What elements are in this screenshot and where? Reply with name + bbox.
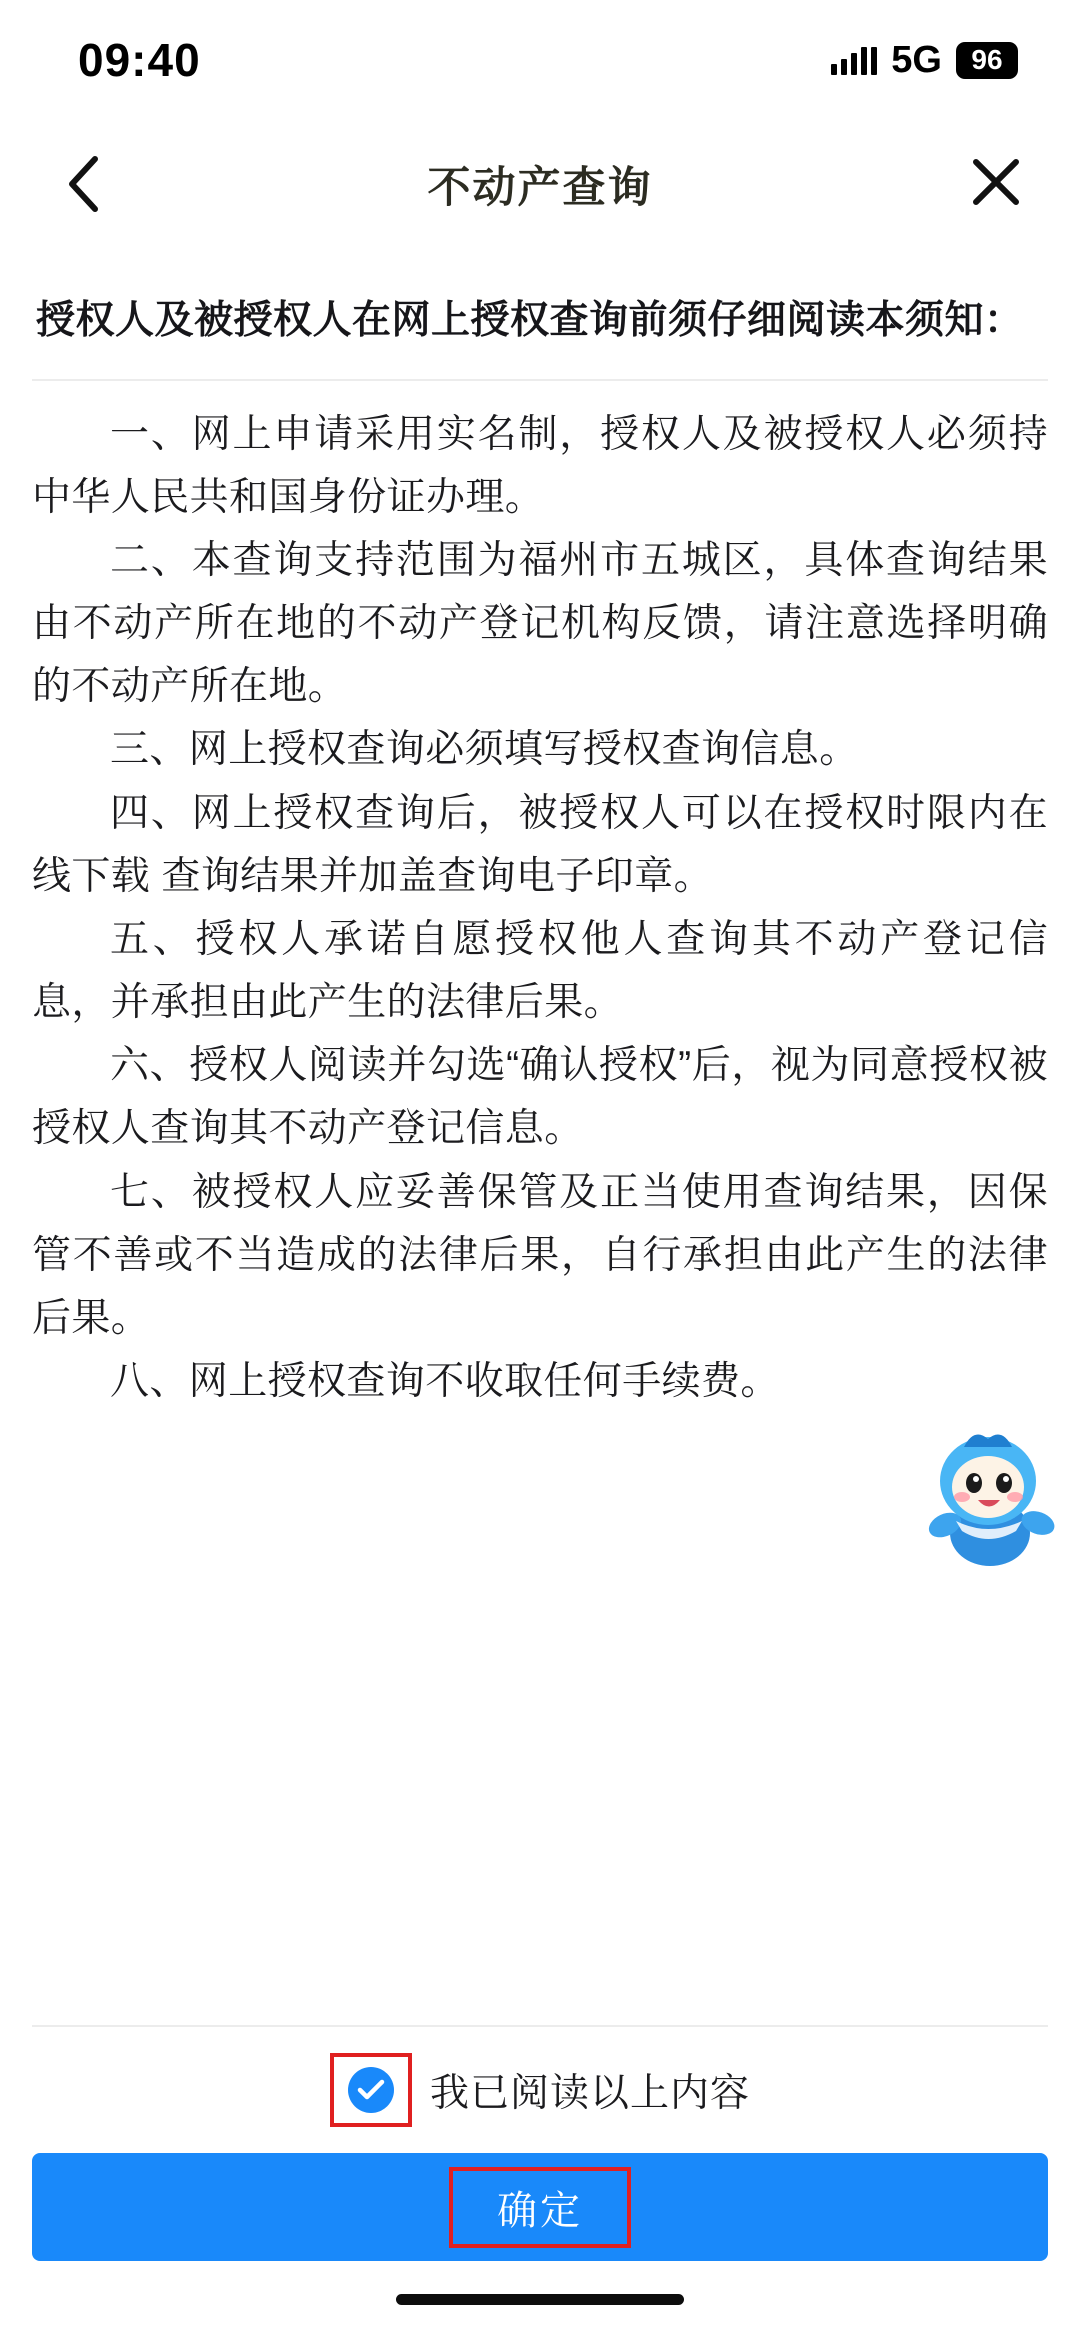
footer [0, 2025, 1080, 2337]
notice-content [0, 248, 1080, 1413]
confirm-button-label: 确定 [497, 2188, 583, 2233]
home-indicator-area [32, 2261, 1048, 2337]
clause-item: 一、网上申请采用实名制，授权人及被授权人必须持中华人民共和国身份证办理。 [32, 412, 1048, 519]
clause-item: 五、授权人承诺自愿授权他人查询其不动产登记信息，并承担由此产生的法律后果。 [32, 917, 1048, 1025]
agree-label: 我已阅读以上内容 [429, 2072, 750, 2115]
clause-list [32, 403, 1048, 1414]
battery-indicator: 96 [956, 42, 1018, 79]
page-title: 不动产查询 [427, 163, 653, 212]
clause-item: 二、本查询支持范围为福州市五城区，具体查询结果由不动产所在地的不动产登记机构反馈，请注意选择明确的不动产所在地。 [32, 538, 1048, 709]
clause-item: 四、网上授权查询后，被授权人可以在授权时限内在线下载 查询结果并加盖查询电子印章。 [32, 791, 1048, 898]
status-indicators [831, 39, 1018, 82]
network-type-label: 5G [891, 38, 942, 81]
agree-checkbox[interactable] [330, 2053, 412, 2127]
confirm-highlight-box [449, 2167, 631, 2248]
home-indicator[interactable] [396, 2294, 684, 2305]
clause-item: 三、网上授权查询必须填写授权查询信息。 [110, 728, 859, 772]
clause-item: 八、网上授权查询不收取任何手续费。 [110, 1360, 780, 1404]
confirm-button[interactable] [32, 2153, 1048, 2261]
clause-item: 七、被授权人应妥善保管及正当使用查询结果，因保管不善或不当造成的法律后果，自行承担由此产生的法律后果。 [32, 1170, 1048, 1340]
status-bar [0, 0, 1080, 120]
clause-item: 六、授权人阅读并勾选“确认授权”后，视为同意授权被授权人查询其不动产登记信息。 [32, 1044, 1048, 1151]
mascot-character-icon [912, 1425, 1062, 1575]
signal-bars-icon [831, 45, 877, 75]
checkmark-icon [348, 2067, 394, 2113]
status-time: 09:40 [78, 34, 201, 86]
nav-bar [0, 120, 1080, 248]
content-divider-top [32, 379, 1048, 381]
agree-row[interactable] [32, 2027, 1048, 2153]
notice-intro: 授权人及被授权人在网上授权查询前须仔细阅读本须知： [36, 299, 1024, 342]
